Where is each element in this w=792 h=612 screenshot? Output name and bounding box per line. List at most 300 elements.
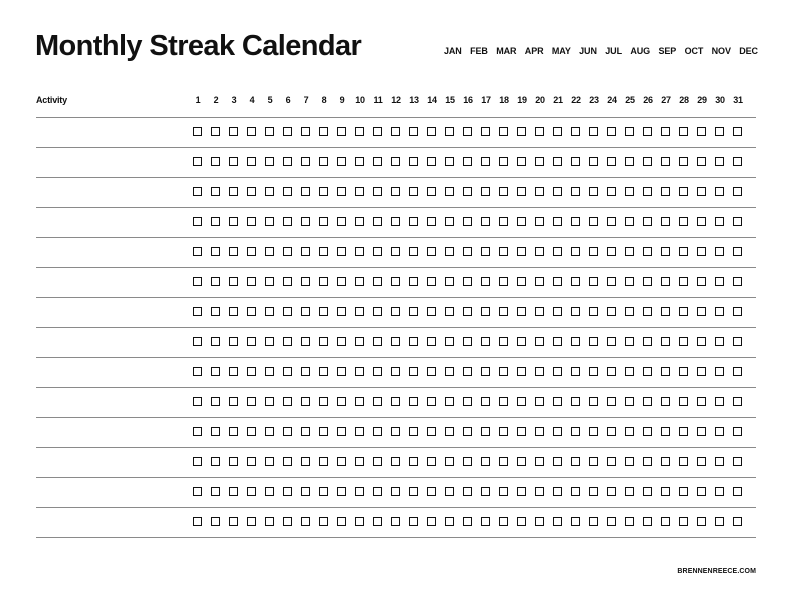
day-checkbox[interactable] xyxy=(373,397,382,406)
day-checkbox[interactable] xyxy=(643,517,652,526)
day-checkbox[interactable] xyxy=(733,457,742,466)
day-checkbox[interactable] xyxy=(337,217,346,226)
day-checkbox[interactable] xyxy=(715,247,724,256)
day-checkbox[interactable] xyxy=(247,187,256,196)
month-jun[interactable]: JUN xyxy=(579,46,597,56)
day-checkbox[interactable] xyxy=(409,487,418,496)
day-checkbox[interactable] xyxy=(607,397,616,406)
day-checkbox[interactable] xyxy=(409,337,418,346)
day-checkbox[interactable] xyxy=(625,127,634,136)
day-checkbox[interactable] xyxy=(697,367,706,376)
day-checkbox[interactable] xyxy=(283,337,292,346)
day-checkbox[interactable] xyxy=(553,157,562,166)
day-checkbox[interactable] xyxy=(535,517,544,526)
day-checkbox[interactable] xyxy=(211,307,220,316)
day-checkbox[interactable] xyxy=(499,487,508,496)
day-checkbox[interactable] xyxy=(535,187,544,196)
day-checkbox[interactable] xyxy=(373,127,382,136)
day-checkbox[interactable] xyxy=(535,487,544,496)
day-checkbox[interactable] xyxy=(589,307,598,316)
day-checkbox[interactable] xyxy=(499,247,508,256)
day-checkbox[interactable] xyxy=(643,187,652,196)
day-checkbox[interactable] xyxy=(211,337,220,346)
activity-name-input[interactable] xyxy=(36,299,186,324)
day-checkbox[interactable] xyxy=(625,277,634,286)
day-checkbox[interactable] xyxy=(535,337,544,346)
day-checkbox[interactable] xyxy=(625,187,634,196)
day-checkbox[interactable] xyxy=(211,247,220,256)
day-checkbox[interactable] xyxy=(337,187,346,196)
day-checkbox[interactable] xyxy=(355,337,364,346)
day-checkbox[interactable] xyxy=(589,187,598,196)
day-checkbox[interactable] xyxy=(283,187,292,196)
day-checkbox[interactable] xyxy=(229,367,238,376)
day-checkbox[interactable] xyxy=(409,457,418,466)
day-checkbox[interactable] xyxy=(679,247,688,256)
day-checkbox[interactable] xyxy=(391,157,400,166)
day-checkbox[interactable] xyxy=(463,457,472,466)
day-checkbox[interactable] xyxy=(499,517,508,526)
day-checkbox[interactable] xyxy=(625,457,634,466)
day-checkbox[interactable] xyxy=(607,367,616,376)
day-checkbox[interactable] xyxy=(715,367,724,376)
day-checkbox[interactable] xyxy=(373,337,382,346)
day-checkbox[interactable] xyxy=(409,217,418,226)
day-checkbox[interactable] xyxy=(715,397,724,406)
day-checkbox[interactable] xyxy=(589,457,598,466)
day-checkbox[interactable] xyxy=(553,517,562,526)
day-checkbox[interactable] xyxy=(553,427,562,436)
day-checkbox[interactable] xyxy=(391,487,400,496)
day-checkbox[interactable] xyxy=(301,367,310,376)
day-checkbox[interactable] xyxy=(337,517,346,526)
day-checkbox[interactable] xyxy=(607,277,616,286)
day-checkbox[interactable] xyxy=(607,337,616,346)
day-checkbox[interactable] xyxy=(679,217,688,226)
activity-name-input[interactable] xyxy=(36,449,186,474)
day-checkbox[interactable] xyxy=(715,457,724,466)
day-checkbox[interactable] xyxy=(661,217,670,226)
day-checkbox[interactable] xyxy=(643,367,652,376)
month-dec[interactable]: DEC xyxy=(739,46,758,56)
day-checkbox[interactable] xyxy=(715,427,724,436)
day-checkbox[interactable] xyxy=(517,487,526,496)
day-checkbox[interactable] xyxy=(355,247,364,256)
day-checkbox[interactable] xyxy=(445,217,454,226)
day-checkbox[interactable] xyxy=(517,367,526,376)
day-checkbox[interactable] xyxy=(247,397,256,406)
day-checkbox[interactable] xyxy=(499,427,508,436)
day-checkbox[interactable] xyxy=(283,277,292,286)
day-checkbox[interactable] xyxy=(517,217,526,226)
activity-name-input[interactable] xyxy=(36,329,186,354)
day-checkbox[interactable] xyxy=(535,427,544,436)
day-checkbox[interactable] xyxy=(409,127,418,136)
day-checkbox[interactable] xyxy=(607,247,616,256)
day-checkbox[interactable] xyxy=(589,517,598,526)
day-checkbox[interactable] xyxy=(427,247,436,256)
day-checkbox[interactable] xyxy=(679,367,688,376)
day-checkbox[interactable] xyxy=(499,457,508,466)
day-checkbox[interactable] xyxy=(445,487,454,496)
day-checkbox[interactable] xyxy=(679,427,688,436)
day-checkbox[interactable] xyxy=(679,397,688,406)
day-checkbox[interactable] xyxy=(337,367,346,376)
day-checkbox[interactable] xyxy=(373,217,382,226)
day-checkbox[interactable] xyxy=(211,187,220,196)
day-checkbox[interactable] xyxy=(445,397,454,406)
day-checkbox[interactable] xyxy=(301,217,310,226)
day-checkbox[interactable] xyxy=(355,517,364,526)
day-checkbox[interactable] xyxy=(337,157,346,166)
day-checkbox[interactable] xyxy=(391,397,400,406)
day-checkbox[interactable] xyxy=(391,127,400,136)
day-checkbox[interactable] xyxy=(193,337,202,346)
day-checkbox[interactable] xyxy=(517,157,526,166)
day-checkbox[interactable] xyxy=(373,487,382,496)
month-aug[interactable]: AUG xyxy=(630,46,651,56)
day-checkbox[interactable] xyxy=(211,157,220,166)
day-checkbox[interactable] xyxy=(697,187,706,196)
day-checkbox[interactable] xyxy=(571,277,580,286)
day-checkbox[interactable] xyxy=(697,127,706,136)
day-checkbox[interactable] xyxy=(607,187,616,196)
day-checkbox[interactable] xyxy=(733,307,742,316)
month-nov[interactable]: NOV xyxy=(711,46,731,56)
day-checkbox[interactable] xyxy=(571,217,580,226)
day-checkbox[interactable] xyxy=(283,247,292,256)
day-checkbox[interactable] xyxy=(481,217,490,226)
day-checkbox[interactable] xyxy=(517,517,526,526)
day-checkbox[interactable] xyxy=(553,397,562,406)
day-checkbox[interactable] xyxy=(265,397,274,406)
day-checkbox[interactable] xyxy=(589,277,598,286)
day-checkbox[interactable] xyxy=(229,187,238,196)
day-checkbox[interactable] xyxy=(679,517,688,526)
day-checkbox[interactable] xyxy=(661,277,670,286)
day-checkbox[interactable] xyxy=(409,307,418,316)
day-checkbox[interactable] xyxy=(373,457,382,466)
day-checkbox[interactable] xyxy=(481,277,490,286)
day-checkbox[interactable] xyxy=(193,307,202,316)
day-checkbox[interactable] xyxy=(697,487,706,496)
day-checkbox[interactable] xyxy=(445,277,454,286)
day-checkbox[interactable] xyxy=(499,157,508,166)
day-checkbox[interactable] xyxy=(625,367,634,376)
month-mar[interactable]: MAR xyxy=(496,46,517,56)
day-checkbox[interactable] xyxy=(409,277,418,286)
day-checkbox[interactable] xyxy=(337,397,346,406)
day-checkbox[interactable] xyxy=(265,277,274,286)
day-checkbox[interactable] xyxy=(625,217,634,226)
day-checkbox[interactable] xyxy=(247,487,256,496)
activity-name-input[interactable] xyxy=(36,209,186,234)
day-checkbox[interactable] xyxy=(733,127,742,136)
day-checkbox[interactable] xyxy=(661,247,670,256)
day-checkbox[interactable] xyxy=(625,517,634,526)
day-checkbox[interactable] xyxy=(679,307,688,316)
day-checkbox[interactable] xyxy=(625,487,634,496)
day-checkbox[interactable] xyxy=(481,337,490,346)
month-jul[interactable]: JUL xyxy=(605,46,622,56)
day-checkbox[interactable] xyxy=(697,337,706,346)
day-checkbox[interactable] xyxy=(643,157,652,166)
activity-name-input[interactable] xyxy=(36,119,186,144)
day-checkbox[interactable] xyxy=(589,397,598,406)
day-checkbox[interactable] xyxy=(265,307,274,316)
day-checkbox[interactable] xyxy=(625,157,634,166)
day-checkbox[interactable] xyxy=(733,517,742,526)
day-checkbox[interactable] xyxy=(607,517,616,526)
day-checkbox[interactable] xyxy=(319,457,328,466)
day-checkbox[interactable] xyxy=(517,397,526,406)
day-checkbox[interactable] xyxy=(517,127,526,136)
day-checkbox[interactable] xyxy=(463,217,472,226)
day-checkbox[interactable] xyxy=(571,517,580,526)
day-checkbox[interactable] xyxy=(319,397,328,406)
day-checkbox[interactable] xyxy=(265,127,274,136)
day-checkbox[interactable] xyxy=(445,367,454,376)
day-checkbox[interactable] xyxy=(319,307,328,316)
day-checkbox[interactable] xyxy=(247,427,256,436)
day-checkbox[interactable] xyxy=(553,487,562,496)
day-checkbox[interactable] xyxy=(607,427,616,436)
day-checkbox[interactable] xyxy=(733,367,742,376)
day-checkbox[interactable] xyxy=(319,157,328,166)
day-checkbox[interactable] xyxy=(499,397,508,406)
day-checkbox[interactable] xyxy=(607,217,616,226)
day-checkbox[interactable] xyxy=(265,157,274,166)
day-checkbox[interactable] xyxy=(733,187,742,196)
day-checkbox[interactable] xyxy=(463,397,472,406)
day-checkbox[interactable] xyxy=(391,307,400,316)
day-checkbox[interactable] xyxy=(445,337,454,346)
day-checkbox[interactable] xyxy=(643,487,652,496)
day-checkbox[interactable] xyxy=(445,307,454,316)
day-checkbox[interactable] xyxy=(697,307,706,316)
day-checkbox[interactable] xyxy=(697,397,706,406)
day-checkbox[interactable] xyxy=(661,157,670,166)
activity-name-input[interactable] xyxy=(36,419,186,444)
day-checkbox[interactable] xyxy=(607,157,616,166)
day-checkbox[interactable] xyxy=(427,187,436,196)
day-checkbox[interactable] xyxy=(283,427,292,436)
day-checkbox[interactable] xyxy=(247,217,256,226)
day-checkbox[interactable] xyxy=(427,367,436,376)
day-checkbox[interactable] xyxy=(229,247,238,256)
day-checkbox[interactable] xyxy=(589,247,598,256)
day-checkbox[interactable] xyxy=(625,397,634,406)
day-checkbox[interactable] xyxy=(193,517,202,526)
day-checkbox[interactable] xyxy=(697,517,706,526)
day-checkbox[interactable] xyxy=(427,127,436,136)
day-checkbox[interactable] xyxy=(409,427,418,436)
activity-name-input[interactable] xyxy=(36,509,186,534)
day-checkbox[interactable] xyxy=(319,367,328,376)
day-checkbox[interactable] xyxy=(589,157,598,166)
day-checkbox[interactable] xyxy=(391,247,400,256)
day-checkbox[interactable] xyxy=(355,187,364,196)
day-checkbox[interactable] xyxy=(697,157,706,166)
activity-name-input[interactable] xyxy=(36,389,186,414)
day-checkbox[interactable] xyxy=(625,427,634,436)
month-sep[interactable]: SEP xyxy=(658,46,677,56)
day-checkbox[interactable] xyxy=(643,217,652,226)
day-checkbox[interactable] xyxy=(643,307,652,316)
day-checkbox[interactable] xyxy=(193,457,202,466)
day-checkbox[interactable] xyxy=(373,367,382,376)
day-checkbox[interactable] xyxy=(535,307,544,316)
day-checkbox[interactable] xyxy=(589,367,598,376)
day-checkbox[interactable] xyxy=(337,337,346,346)
day-checkbox[interactable] xyxy=(733,397,742,406)
activity-name-input[interactable] xyxy=(36,479,186,504)
day-checkbox[interactable] xyxy=(193,397,202,406)
day-checkbox[interactable] xyxy=(697,277,706,286)
day-checkbox[interactable] xyxy=(229,127,238,136)
day-checkbox[interactable] xyxy=(607,457,616,466)
day-checkbox[interactable] xyxy=(283,367,292,376)
day-checkbox[interactable] xyxy=(355,157,364,166)
day-checkbox[interactable] xyxy=(661,337,670,346)
day-checkbox[interactable] xyxy=(283,397,292,406)
day-checkbox[interactable] xyxy=(337,307,346,316)
day-checkbox[interactable] xyxy=(193,427,202,436)
day-checkbox[interactable] xyxy=(301,307,310,316)
month-apr[interactable]: APR xyxy=(524,46,544,56)
day-checkbox[interactable] xyxy=(715,517,724,526)
day-checkbox[interactable] xyxy=(481,427,490,436)
day-checkbox[interactable] xyxy=(679,277,688,286)
day-checkbox[interactable] xyxy=(337,487,346,496)
activity-name-input[interactable] xyxy=(36,269,186,294)
day-checkbox[interactable] xyxy=(553,337,562,346)
day-checkbox[interactable] xyxy=(535,457,544,466)
day-checkbox[interactable] xyxy=(643,427,652,436)
day-checkbox[interactable] xyxy=(553,457,562,466)
day-checkbox[interactable] xyxy=(427,217,436,226)
day-checkbox[interactable] xyxy=(697,217,706,226)
day-checkbox[interactable] xyxy=(589,427,598,436)
day-checkbox[interactable] xyxy=(625,337,634,346)
day-checkbox[interactable] xyxy=(445,187,454,196)
day-checkbox[interactable] xyxy=(319,517,328,526)
day-checkbox[interactable] xyxy=(571,487,580,496)
day-checkbox[interactable] xyxy=(391,187,400,196)
day-checkbox[interactable] xyxy=(211,397,220,406)
day-checkbox[interactable] xyxy=(571,397,580,406)
day-checkbox[interactable] xyxy=(211,277,220,286)
day-checkbox[interactable] xyxy=(373,277,382,286)
day-checkbox[interactable] xyxy=(301,247,310,256)
day-checkbox[interactable] xyxy=(679,337,688,346)
month-oct[interactable]: OCT xyxy=(684,46,704,56)
day-checkbox[interactable] xyxy=(661,457,670,466)
day-checkbox[interactable] xyxy=(301,157,310,166)
day-checkbox[interactable] xyxy=(301,277,310,286)
day-checkbox[interactable] xyxy=(463,307,472,316)
day-checkbox[interactable] xyxy=(283,487,292,496)
day-checkbox[interactable] xyxy=(283,217,292,226)
day-checkbox[interactable] xyxy=(247,337,256,346)
day-checkbox[interactable] xyxy=(391,367,400,376)
day-checkbox[interactable] xyxy=(607,127,616,136)
day-checkbox[interactable] xyxy=(337,247,346,256)
day-checkbox[interactable] xyxy=(463,127,472,136)
day-checkbox[interactable] xyxy=(517,247,526,256)
day-checkbox[interactable] xyxy=(553,277,562,286)
day-checkbox[interactable] xyxy=(283,517,292,526)
day-checkbox[interactable] xyxy=(373,157,382,166)
day-checkbox[interactable] xyxy=(409,367,418,376)
day-checkbox[interactable] xyxy=(355,307,364,316)
day-checkbox[interactable] xyxy=(373,247,382,256)
day-checkbox[interactable] xyxy=(229,517,238,526)
day-checkbox[interactable] xyxy=(643,457,652,466)
activity-name-input[interactable] xyxy=(36,149,186,174)
day-checkbox[interactable] xyxy=(301,427,310,436)
day-checkbox[interactable] xyxy=(481,367,490,376)
day-checkbox[interactable] xyxy=(715,157,724,166)
day-checkbox[interactable] xyxy=(481,457,490,466)
day-checkbox[interactable] xyxy=(355,457,364,466)
day-checkbox[interactable] xyxy=(715,277,724,286)
day-checkbox[interactable] xyxy=(319,277,328,286)
day-checkbox[interactable] xyxy=(499,217,508,226)
day-checkbox[interactable] xyxy=(265,217,274,226)
activity-name-input[interactable] xyxy=(36,359,186,384)
day-checkbox[interactable] xyxy=(427,427,436,436)
day-checkbox[interactable] xyxy=(211,457,220,466)
day-checkbox[interactable] xyxy=(679,187,688,196)
day-checkbox[interactable] xyxy=(679,157,688,166)
day-checkbox[interactable] xyxy=(535,397,544,406)
day-checkbox[interactable] xyxy=(409,187,418,196)
day-checkbox[interactable] xyxy=(283,127,292,136)
day-checkbox[interactable] xyxy=(427,337,436,346)
day-checkbox[interactable] xyxy=(265,247,274,256)
day-checkbox[interactable] xyxy=(643,127,652,136)
day-checkbox[interactable] xyxy=(373,517,382,526)
day-checkbox[interactable] xyxy=(715,217,724,226)
day-checkbox[interactable] xyxy=(481,187,490,196)
day-checkbox[interactable] xyxy=(445,517,454,526)
day-checkbox[interactable] xyxy=(283,457,292,466)
day-checkbox[interactable] xyxy=(607,307,616,316)
day-checkbox[interactable] xyxy=(265,427,274,436)
day-checkbox[interactable] xyxy=(463,517,472,526)
day-checkbox[interactable] xyxy=(679,487,688,496)
day-checkbox[interactable] xyxy=(481,517,490,526)
day-checkbox[interactable] xyxy=(355,217,364,226)
day-checkbox[interactable] xyxy=(229,427,238,436)
day-checkbox[interactable] xyxy=(733,487,742,496)
day-checkbox[interactable] xyxy=(265,457,274,466)
day-checkbox[interactable] xyxy=(661,307,670,316)
day-checkbox[interactable] xyxy=(265,337,274,346)
day-checkbox[interactable] xyxy=(661,127,670,136)
day-checkbox[interactable] xyxy=(571,307,580,316)
day-checkbox[interactable] xyxy=(301,127,310,136)
day-checkbox[interactable] xyxy=(391,457,400,466)
day-checkbox[interactable] xyxy=(481,247,490,256)
day-checkbox[interactable] xyxy=(229,307,238,316)
activity-name-input[interactable] xyxy=(36,179,186,204)
day-checkbox[interactable] xyxy=(517,427,526,436)
month-feb[interactable]: FEB xyxy=(470,46,488,56)
day-checkbox[interactable] xyxy=(427,277,436,286)
day-checkbox[interactable] xyxy=(319,247,328,256)
